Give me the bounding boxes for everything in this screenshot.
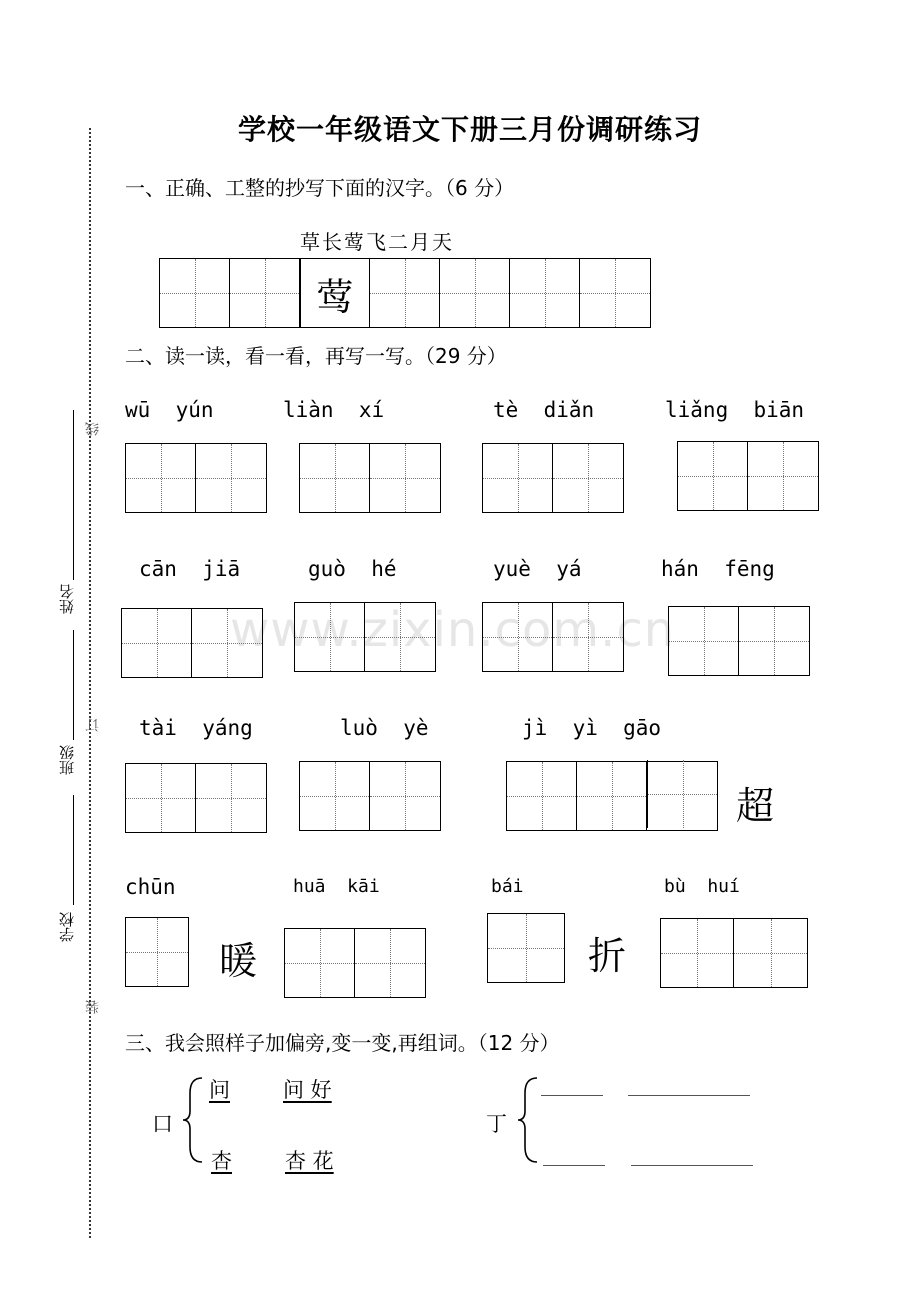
- pinyin: wū yún: [125, 398, 214, 422]
- given-char-zhe: 折: [588, 934, 627, 978]
- pinyin: cān jiā: [139, 557, 241, 581]
- answer-grid[interactable]: [299, 761, 441, 831]
- example-word-1: 问 好: [283, 1078, 332, 1102]
- pinyin: liàn xí: [283, 398, 385, 422]
- margin-mark-line: 线: [85, 422, 101, 436]
- binding-dotted-line: [89, 128, 91, 1238]
- pinyin: chūn: [125, 875, 176, 899]
- answer-grid[interactable]: [121, 608, 263, 678]
- pinyin: yuè yá: [493, 557, 582, 581]
- name-blank: [73, 410, 74, 580]
- margin-mark-bind: 装: [85, 1000, 101, 1014]
- section1-heading: 一、正确、工整的抄写下面的汉字。（6 分）: [125, 176, 515, 200]
- answer-grid[interactable]: [668, 606, 810, 676]
- answer-grid[interactable]: [125, 763, 267, 833]
- answer-grid[interactable]: [677, 441, 819, 511]
- brace-icon: [515, 1075, 541, 1165]
- answer-grid[interactable]: [299, 443, 441, 513]
- example-char-2: 杏: [211, 1149, 232, 1173]
- page-title: 学校一年级语文下册三月份调研练习: [237, 113, 702, 146]
- answer-grid[interactable]: [482, 602, 624, 672]
- pinyin: liǎng biān: [665, 398, 805, 422]
- pinyin: bái: [491, 876, 524, 897]
- school-label: 学校: [58, 912, 76, 942]
- copy-text: 草长莺飞二月天: [300, 230, 454, 254]
- pinyin: luò yè: [340, 716, 429, 740]
- pinyin: hán fēng: [661, 557, 775, 581]
- pinyin: tài yáng: [139, 716, 253, 740]
- answer-grid[interactable]: [125, 917, 189, 987]
- example-word-2: 杏 花: [285, 1149, 334, 1173]
- answer-grid[interactable]: [660, 918, 808, 988]
- answer-blank[interactable]: [631, 1165, 753, 1166]
- section3-heading: 三、我会照样子加偏旁,变一变,再组词。（12 分）: [125, 1031, 560, 1055]
- example-char-1: 问: [209, 1078, 230, 1102]
- answer-blank[interactable]: [541, 1095, 603, 1096]
- pinyin: guò hé: [308, 557, 397, 581]
- pinyin: huā kāi: [293, 876, 380, 897]
- grid-cell[interactable]: [440, 259, 510, 327]
- answer-grid[interactable]: [284, 928, 426, 998]
- grid-cell[interactable]: [160, 259, 230, 327]
- given-char-nuan: 暖: [219, 939, 258, 983]
- name-label: 姓名: [58, 584, 76, 614]
- margin-mark-staple: 订: [85, 718, 101, 732]
- answer-grid[interactable]: [294, 602, 436, 672]
- grid-cell[interactable]: [510, 259, 580, 327]
- grid-cell[interactable]: [580, 259, 650, 327]
- section2-heading: 二、读一读，看一看，再写一写。（29 分）: [125, 344, 507, 368]
- sample-char: 莺: [301, 259, 369, 327]
- brace-icon: [180, 1075, 206, 1165]
- grid-cell[interactable]: [230, 259, 300, 327]
- school-blank: [73, 795, 74, 905]
- answer-blank[interactable]: [628, 1095, 750, 1096]
- pinyin: jì yì gāo: [522, 716, 662, 740]
- exercise-base-char: 丁: [486, 1112, 507, 1136]
- answer-grid[interactable]: [487, 913, 565, 983]
- copy-grid[interactable]: [159, 258, 651, 328]
- example-base-char: 口: [152, 1112, 173, 1136]
- pinyin: bù huí: [664, 876, 740, 897]
- answer-grid[interactable]: [125, 443, 267, 513]
- watermark: www.zixin.com.cn: [230, 602, 676, 658]
- grid-cell[interactable]: [370, 259, 440, 327]
- class-blank: [73, 630, 74, 740]
- pinyin: tè diǎn: [493, 398, 595, 422]
- answer-blank[interactable]: [543, 1165, 605, 1166]
- answer-grid[interactable]: [506, 761, 718, 831]
- grid-cell-sample: [300, 259, 370, 327]
- class-label: 班级: [58, 745, 76, 775]
- given-char-chao: 超: [736, 784, 775, 828]
- answer-grid[interactable]: [482, 443, 624, 513]
